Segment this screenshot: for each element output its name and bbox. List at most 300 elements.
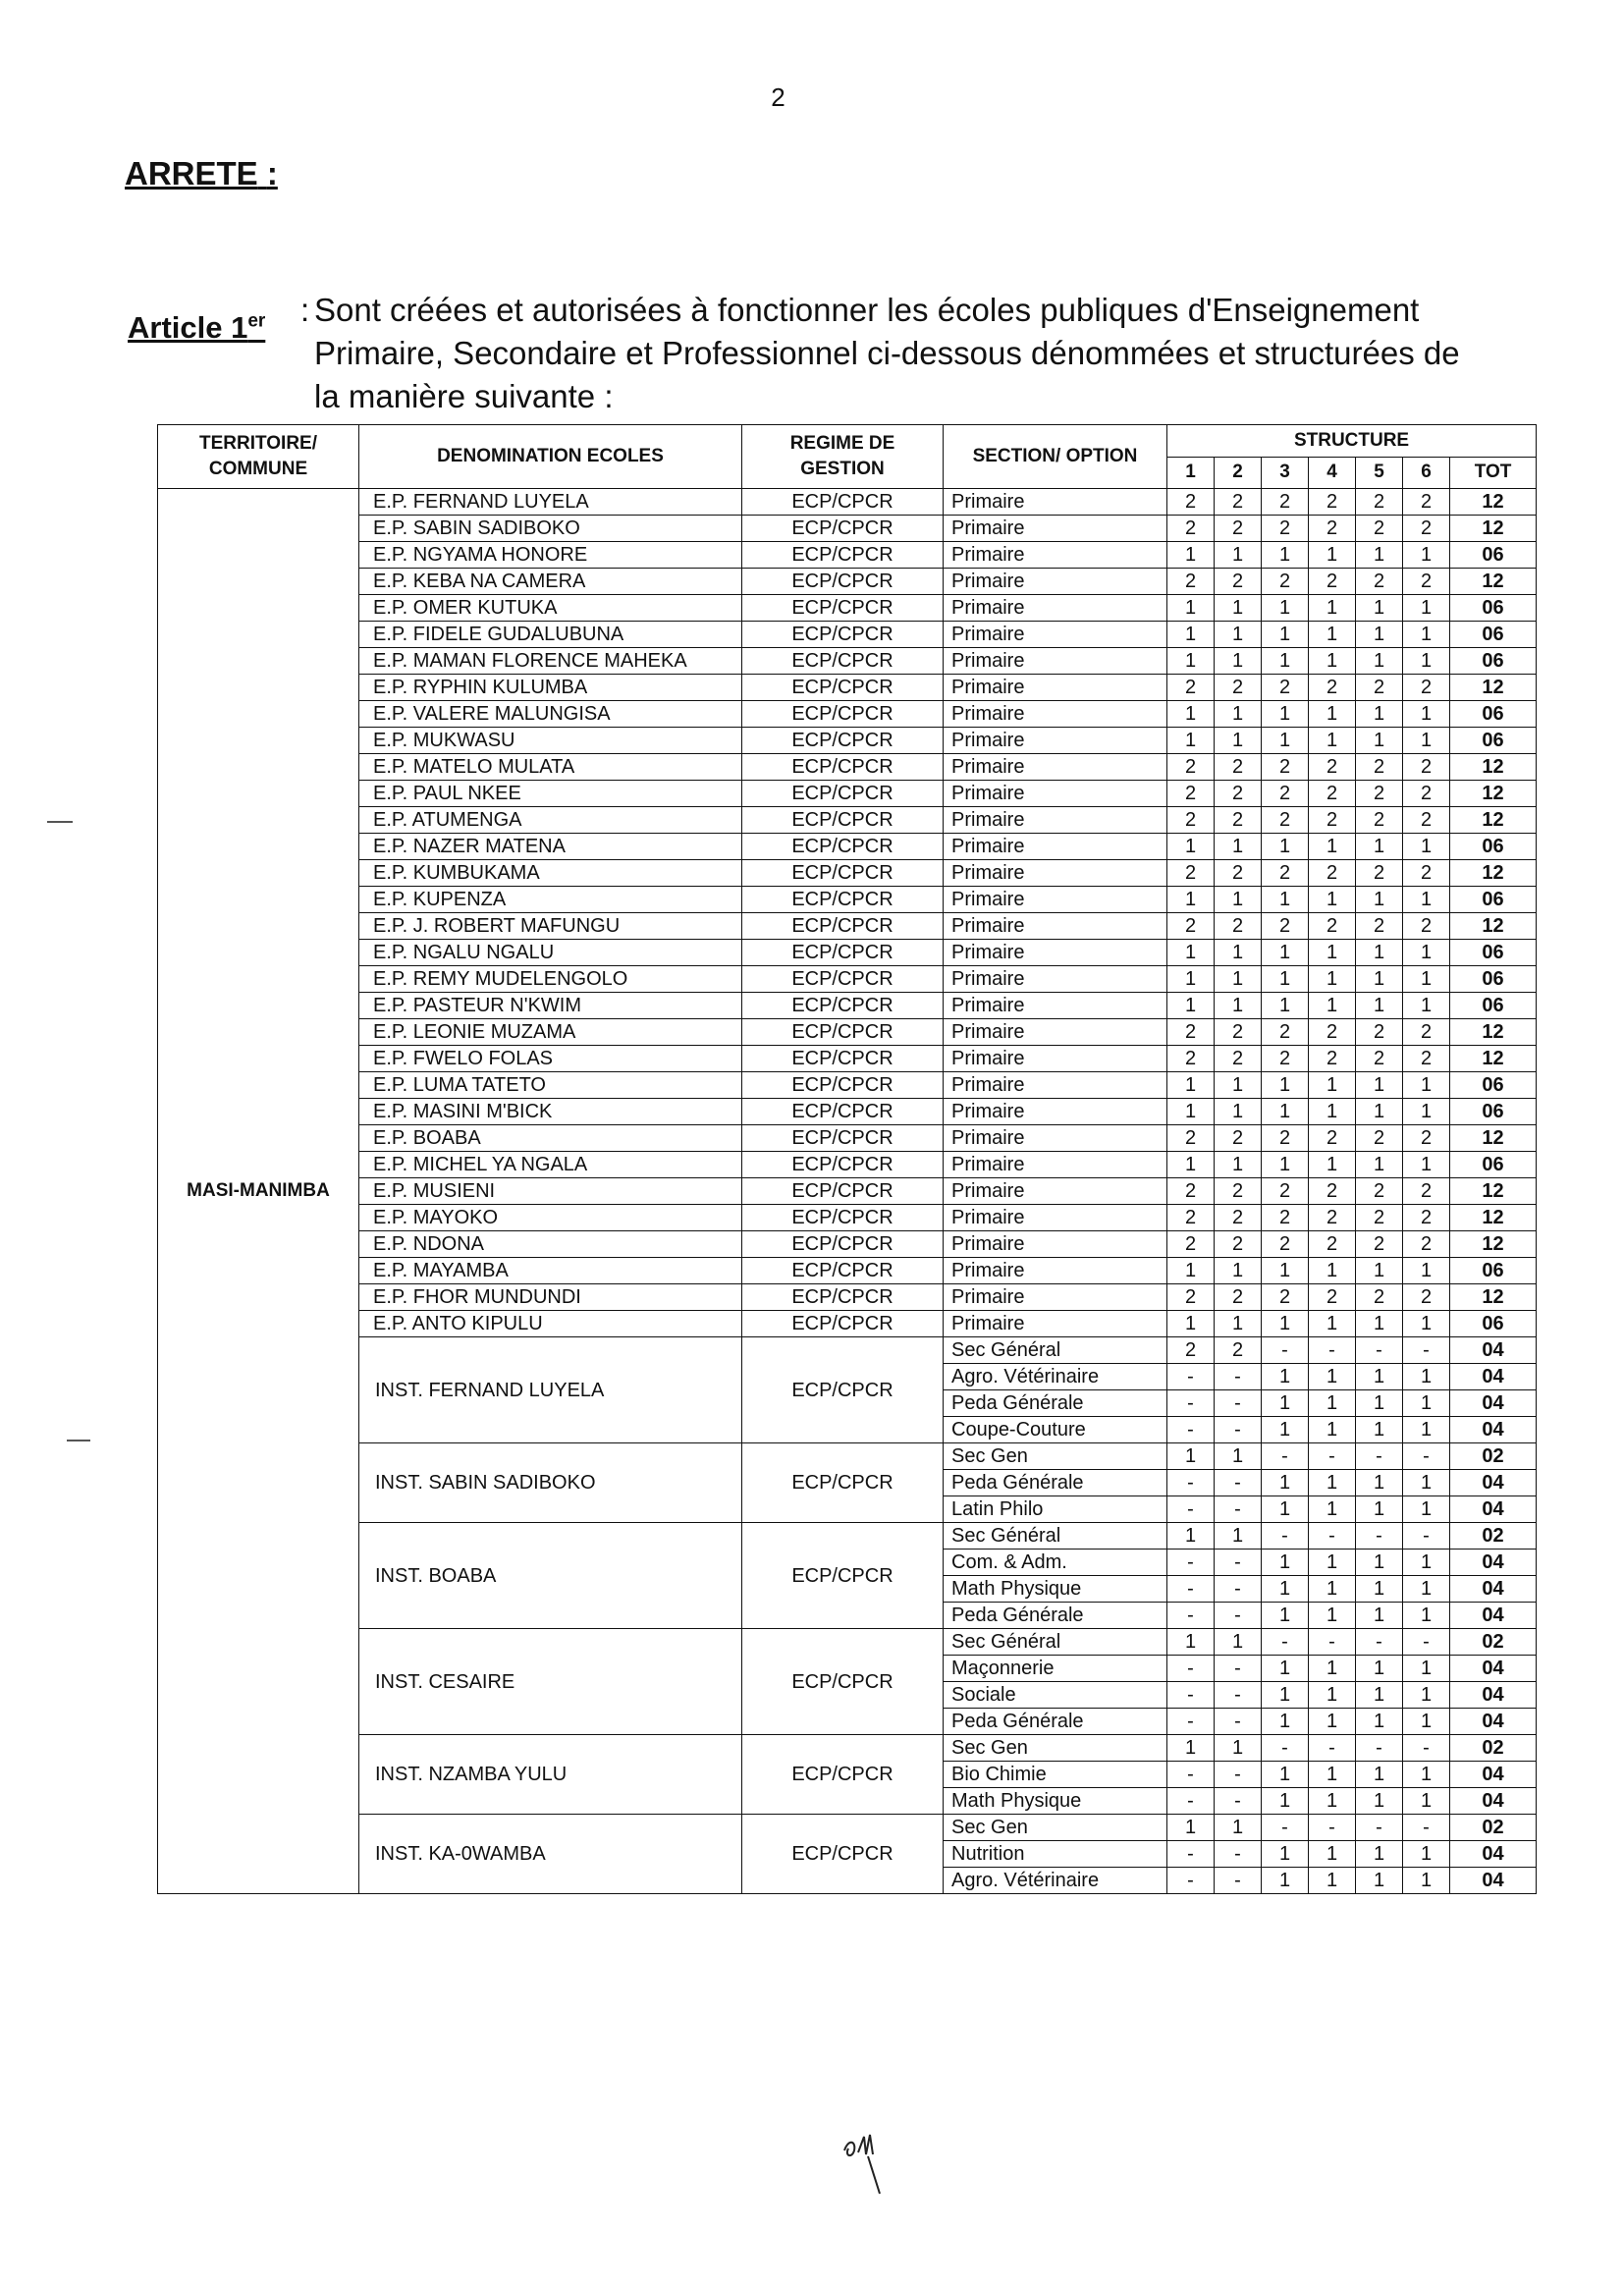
regime-cell: ECP/CPCR <box>742 648 944 675</box>
structure-cell-2: 2 <box>1215 1019 1262 1046</box>
institute-name-cell: INST. SABIN SADIBOKO <box>359 1443 742 1523</box>
regime-cell: ECP/CPCR <box>742 887 944 913</box>
structure-cell-2: 1 <box>1215 1152 1262 1178</box>
margin-mark <box>67 1440 90 1441</box>
structure-cell-4: 1 <box>1309 1576 1356 1603</box>
total-cell: 06 <box>1450 1099 1537 1125</box>
table-row <box>158 807 1537 834</box>
section-cell: Primaire <box>944 1072 1167 1099</box>
total-cell: 04 <box>1450 1841 1537 1868</box>
header-col-3: 3 <box>1262 457 1309 489</box>
structure-cell-4: 2 <box>1309 807 1356 834</box>
regime-cell: ECP/CPCR <box>742 940 944 966</box>
structure-cell-6: 1 <box>1403 1258 1450 1284</box>
section-cell: Primaire <box>944 1046 1167 1072</box>
option-cell: Math Physique <box>944 1788 1167 1815</box>
school-name-cell: E.P. MAYAMBA <box>359 1258 742 1284</box>
regime-cell: ECP/CPCR <box>742 1258 944 1284</box>
table-row <box>158 1815 1537 1841</box>
regime-cell: ECP/CPCR <box>742 1311 944 1337</box>
option-cell: Sec Général <box>944 1523 1167 1550</box>
table-row <box>158 622 1537 648</box>
regime-cell: ECP/CPCR <box>742 1152 944 1178</box>
structure-cell-5: 1 <box>1356 1470 1403 1496</box>
institute-name-cell: INST. KA-0WAMBA <box>359 1815 742 1894</box>
structure-cell-6: 2 <box>1403 569 1450 595</box>
regime-cell: ECP/CPCR <box>742 516 944 542</box>
school-name-cell: E.P. RYPHIN KULUMBA <box>359 675 742 701</box>
structure-cell-5: 2 <box>1356 675 1403 701</box>
structure-cell-6: 1 <box>1403 1550 1450 1576</box>
structure-cell-2: - <box>1215 1841 1262 1868</box>
structure-cell-1: 2 <box>1167 569 1215 595</box>
table-row <box>158 1205 1537 1231</box>
regime-cell: ECP/CPCR <box>742 595 944 622</box>
regime-cell: ECP/CPCR <box>742 542 944 569</box>
total-cell: 06 <box>1450 834 1537 860</box>
school-name-cell: E.P. FWELO FOLAS <box>359 1046 742 1072</box>
section-cell: Primaire <box>944 1178 1167 1205</box>
regime-cell: ECP/CPCR <box>742 1337 944 1443</box>
total-cell: 12 <box>1450 1019 1537 1046</box>
structure-cell-6: 1 <box>1403 1390 1450 1417</box>
regime-cell: ECP/CPCR <box>742 1019 944 1046</box>
school-name-cell: E.P. FHOR MUNDUNDI <box>359 1284 742 1311</box>
total-cell: 06 <box>1450 542 1537 569</box>
section-cell: Primaire <box>944 595 1167 622</box>
option-cell: Nutrition <box>944 1841 1167 1868</box>
total-cell: 12 <box>1450 1178 1537 1205</box>
structure-cell-5: 1 <box>1356 701 1403 728</box>
section-cell: Primaire <box>944 675 1167 701</box>
structure-cell-1: - <box>1167 1788 1215 1815</box>
structure-cell-6: 1 <box>1403 993 1450 1019</box>
table-row <box>158 648 1537 675</box>
schools-table <box>157 424 1537 1894</box>
structure-cell-3: 2 <box>1262 1019 1309 1046</box>
section-cell: Primaire <box>944 754 1167 781</box>
structure-cell-3: 1 <box>1262 1576 1309 1603</box>
school-name-cell: E.P. MUKWASU <box>359 728 742 754</box>
structure-cell-6: 1 <box>1403 1496 1450 1523</box>
school-name-cell: E.P. NAZER MATENA <box>359 834 742 860</box>
structure-cell-3: 1 <box>1262 993 1309 1019</box>
structure-cell-2: 1 <box>1215 1099 1262 1125</box>
total-cell: 12 <box>1450 807 1537 834</box>
table-row <box>158 1523 1537 1550</box>
structure-cell-2: 1 <box>1215 622 1262 648</box>
article-label-text: Article 1 <box>128 310 248 345</box>
structure-cell-5: 1 <box>1356 1258 1403 1284</box>
structure-cell-2: 1 <box>1215 1443 1262 1470</box>
page-number: 2 <box>771 82 785 112</box>
structure-cell-4: 1 <box>1309 1417 1356 1443</box>
structure-cell-6: 1 <box>1403 1762 1450 1788</box>
structure-cell-6: 1 <box>1403 701 1450 728</box>
section-cell: Primaire <box>944 913 1167 940</box>
structure-cell-4: 1 <box>1309 940 1356 966</box>
structure-cell-2: - <box>1215 1709 1262 1735</box>
structure-cell-6: 2 <box>1403 1178 1450 1205</box>
structure-cell-6: 1 <box>1403 1709 1450 1735</box>
structure-cell-6: 2 <box>1403 489 1450 516</box>
structure-cell-4: 1 <box>1309 1258 1356 1284</box>
total-cell: 02 <box>1450 1815 1537 1841</box>
structure-cell-4: - <box>1309 1629 1356 1656</box>
structure-cell-3: 1 <box>1262 1364 1309 1390</box>
regime-cell: ECP/CPCR <box>742 1815 944 1894</box>
structure-cell-5: 1 <box>1356 1417 1403 1443</box>
total-cell: 06 <box>1450 1258 1537 1284</box>
structure-cell-6: 1 <box>1403 595 1450 622</box>
structure-cell-1: - <box>1167 1364 1215 1390</box>
structure-cell-3: 1 <box>1262 1152 1309 1178</box>
structure-cell-2: 2 <box>1215 569 1262 595</box>
structure-cell-1: 2 <box>1167 1019 1215 1046</box>
structure-cell-3: 1 <box>1262 1099 1309 1125</box>
total-cell: 12 <box>1450 1231 1537 1258</box>
structure-cell-5: 1 <box>1356 648 1403 675</box>
structure-cell-3: - <box>1262 1443 1309 1470</box>
structure-cell-4: 1 <box>1309 1762 1356 1788</box>
structure-cell-2: - <box>1215 1656 1262 1682</box>
structure-cell-5: 1 <box>1356 1603 1403 1629</box>
structure-cell-5: 1 <box>1356 1099 1403 1125</box>
regime-cell: ECP/CPCR <box>742 1072 944 1099</box>
structure-cell-2: 2 <box>1215 1125 1262 1152</box>
structure-cell-3: 1 <box>1262 648 1309 675</box>
regime-cell: ECP/CPCR <box>742 913 944 940</box>
school-name-cell: E.P. FIDELE GUDALUBUNA <box>359 622 742 648</box>
structure-cell-5: 2 <box>1356 1231 1403 1258</box>
structure-cell-4: - <box>1309 1815 1356 1841</box>
total-cell: 04 <box>1450 1576 1537 1603</box>
section-cell: Primaire <box>944 1019 1167 1046</box>
structure-cell-6: 2 <box>1403 1019 1450 1046</box>
structure-cell-1: 2 <box>1167 807 1215 834</box>
section-cell: Primaire <box>944 701 1167 728</box>
structure-cell-4: 1 <box>1309 1364 1356 1390</box>
section-cell: Primaire <box>944 728 1167 754</box>
regime-cell: ECP/CPCR <box>742 622 944 648</box>
article-label <box>128 310 265 346</box>
structure-cell-1: 2 <box>1167 1125 1215 1152</box>
total-cell: 12 <box>1450 489 1537 516</box>
structure-cell-5: 1 <box>1356 1364 1403 1390</box>
structure-cell-6: 2 <box>1403 1205 1450 1231</box>
structure-cell-1: 1 <box>1167 728 1215 754</box>
structure-cell-5: 1 <box>1356 966 1403 993</box>
table-row <box>158 595 1537 622</box>
regime-cell: ECP/CPCR <box>742 701 944 728</box>
structure-cell-4: - <box>1309 1735 1356 1762</box>
structure-cell-2: 2 <box>1215 1337 1262 1364</box>
structure-cell-3: 1 <box>1262 1550 1309 1576</box>
section-cell: Primaire <box>944 860 1167 887</box>
structure-cell-5: 2 <box>1356 1125 1403 1152</box>
regime-cell: ECP/CPCR <box>742 1178 944 1205</box>
total-cell: 06 <box>1450 993 1537 1019</box>
structure-cell-2: 1 <box>1215 595 1262 622</box>
total-cell: 06 <box>1450 1072 1537 1099</box>
structure-cell-2: - <box>1215 1682 1262 1709</box>
structure-cell-3: 1 <box>1262 1709 1309 1735</box>
section-cell: Primaire <box>944 1205 1167 1231</box>
option-cell: Com. & Adm. <box>944 1550 1167 1576</box>
option-cell: Agro. Vétérinaire <box>944 1868 1167 1894</box>
structure-cell-1: 1 <box>1167 648 1215 675</box>
structure-cell-4: 1 <box>1309 887 1356 913</box>
total-cell: 12 <box>1450 516 1537 542</box>
structure-cell-1: 2 <box>1167 1046 1215 1072</box>
school-name-cell: E.P. LUMA TATETO <box>359 1072 742 1099</box>
structure-cell-6: 2 <box>1403 860 1450 887</box>
structure-cell-4: 1 <box>1309 966 1356 993</box>
regime-cell: ECP/CPCR <box>742 993 944 1019</box>
structure-cell-5: 2 <box>1356 1284 1403 1311</box>
table-row <box>158 860 1537 887</box>
table-row <box>158 489 1537 516</box>
structure-cell-1: 2 <box>1167 1337 1215 1364</box>
structure-cell-6: 2 <box>1403 1231 1450 1258</box>
structure-cell-1: - <box>1167 1709 1215 1735</box>
structure-cell-6: - <box>1403 1443 1450 1470</box>
section-cell: Primaire <box>944 1284 1167 1311</box>
structure-cell-6: 1 <box>1403 1072 1450 1099</box>
structure-cell-6: 1 <box>1403 1656 1450 1682</box>
structure-cell-4: 2 <box>1309 1284 1356 1311</box>
header-section: SECTION/ OPTION <box>944 425 1167 489</box>
section-cell: Primaire <box>944 516 1167 542</box>
structure-cell-5: 1 <box>1356 1656 1403 1682</box>
option-cell: Coupe-Couture <box>944 1417 1167 1443</box>
school-name-cell: E.P. J. ROBERT MAFUNGU <box>359 913 742 940</box>
structure-cell-6: 1 <box>1403 834 1450 860</box>
structure-cell-5: 1 <box>1356 1709 1403 1735</box>
structure-cell-5: - <box>1356 1735 1403 1762</box>
section-cell: Primaire <box>944 807 1167 834</box>
regime-cell: ECP/CPCR <box>742 1046 944 1072</box>
structure-cell-3: 1 <box>1262 595 1309 622</box>
regime-cell: ECP/CPCR <box>742 489 944 516</box>
structure-cell-1: 1 <box>1167 1099 1215 1125</box>
structure-cell-3: - <box>1262 1629 1309 1656</box>
option-cell: Bio Chimie <box>944 1762 1167 1788</box>
structure-cell-4: 1 <box>1309 1470 1356 1496</box>
regime-cell: ECP/CPCR <box>742 1125 944 1152</box>
structure-cell-4: 1 <box>1309 622 1356 648</box>
structure-cell-2: 2 <box>1215 489 1262 516</box>
total-cell: 04 <box>1450 1682 1537 1709</box>
institute-name-cell: INST. FERNAND LUYELA <box>359 1337 742 1443</box>
total-cell: 12 <box>1450 1205 1537 1231</box>
table-row <box>158 1178 1537 1205</box>
section-cell: Primaire <box>944 1258 1167 1284</box>
structure-cell-2: 1 <box>1215 648 1262 675</box>
structure-cell-1: 1 <box>1167 993 1215 1019</box>
structure-cell-2: 1 <box>1215 1629 1262 1656</box>
structure-cell-1: 1 <box>1167 701 1215 728</box>
total-cell: 06 <box>1450 648 1537 675</box>
structure-cell-4: 1 <box>1309 1496 1356 1523</box>
structure-cell-6: - <box>1403 1629 1450 1656</box>
total-cell: 06 <box>1450 887 1537 913</box>
structure-cell-4: 1 <box>1309 1868 1356 1894</box>
total-cell: 04 <box>1450 1496 1537 1523</box>
structure-cell-6: 1 <box>1403 1099 1450 1125</box>
section-cell: Primaire <box>944 887 1167 913</box>
total-cell: 04 <box>1450 1868 1537 1894</box>
structure-cell-5: 1 <box>1356 993 1403 1019</box>
regime-cell: ECP/CPCR <box>742 569 944 595</box>
structure-cell-5: 1 <box>1356 1682 1403 1709</box>
regime-cell: ECP/CPCR <box>742 1523 944 1629</box>
total-cell: 12 <box>1450 1125 1537 1152</box>
table-row <box>158 1231 1537 1258</box>
section-cell: Primaire <box>944 542 1167 569</box>
table-row <box>158 913 1537 940</box>
header-regime: REGIME DE GESTION <box>742 425 944 489</box>
structure-cell-3: 2 <box>1262 675 1309 701</box>
structure-cell-2: - <box>1215 1576 1262 1603</box>
header-col-2: 2 <box>1215 457 1262 489</box>
section-cell: Primaire <box>944 940 1167 966</box>
school-name-cell: E.P. MAYOKO <box>359 1205 742 1231</box>
section-cell: Primaire <box>944 966 1167 993</box>
institute-name-cell: INST. NZAMBA YULU <box>359 1735 742 1815</box>
margin-mark <box>47 821 73 823</box>
section-cell: Primaire <box>944 993 1167 1019</box>
structure-cell-3: - <box>1262 1815 1309 1841</box>
structure-cell-2: - <box>1215 1550 1262 1576</box>
structure-cell-6: 2 <box>1403 675 1450 701</box>
structure-cell-3: 2 <box>1262 1046 1309 1072</box>
structure-cell-2: 1 <box>1215 1258 1262 1284</box>
structure-cell-1: 1 <box>1167 595 1215 622</box>
school-name-cell: E.P. KEBA NA CAMERA <box>359 569 742 595</box>
section-cell: Primaire <box>944 781 1167 807</box>
table-row <box>158 1046 1537 1072</box>
structure-cell-6: 1 <box>1403 648 1450 675</box>
structure-cell-5: 1 <box>1356 1550 1403 1576</box>
structure-cell-1: 2 <box>1167 516 1215 542</box>
structure-cell-5: 2 <box>1356 1019 1403 1046</box>
structure-cell-3: - <box>1262 1735 1309 1762</box>
structure-cell-1: 2 <box>1167 860 1215 887</box>
structure-cell-2: 1 <box>1215 966 1262 993</box>
structure-cell-5: 1 <box>1356 1072 1403 1099</box>
structure-cell-2: 1 <box>1215 940 1262 966</box>
structure-cell-6: 2 <box>1403 913 1450 940</box>
structure-cell-1: 1 <box>1167 966 1215 993</box>
structure-cell-2: 1 <box>1215 542 1262 569</box>
structure-cell-3: 2 <box>1262 807 1309 834</box>
total-cell: 12 <box>1450 754 1537 781</box>
structure-cell-3: 1 <box>1262 834 1309 860</box>
regime-cell: ECP/CPCR <box>742 1629 944 1735</box>
regime-cell: ECP/CPCR <box>742 860 944 887</box>
structure-cell-3: 1 <box>1262 1603 1309 1629</box>
table-row <box>158 1629 1537 1656</box>
structure-cell-4: 2 <box>1309 1178 1356 1205</box>
structure-cell-5: 1 <box>1356 887 1403 913</box>
structure-cell-1: 1 <box>1167 1523 1215 1550</box>
structure-cell-1: 1 <box>1167 1072 1215 1099</box>
structure-cell-6: - <box>1403 1735 1450 1762</box>
school-name-cell: E.P. MASINI M'BICK <box>359 1099 742 1125</box>
structure-cell-4: 2 <box>1309 860 1356 887</box>
structure-cell-1: - <box>1167 1576 1215 1603</box>
total-cell: 12 <box>1450 1046 1537 1072</box>
structure-cell-3: 1 <box>1262 1656 1309 1682</box>
structure-cell-5: 1 <box>1356 1788 1403 1815</box>
school-name-cell: E.P. ANTO KIPULU <box>359 1311 742 1337</box>
structure-cell-4: 1 <box>1309 1788 1356 1815</box>
structure-cell-4: 2 <box>1309 489 1356 516</box>
total-cell: 12 <box>1450 860 1537 887</box>
structure-cell-4: 1 <box>1309 1390 1356 1417</box>
regime-cell: ECP/CPCR <box>742 754 944 781</box>
structure-cell-3: 2 <box>1262 489 1309 516</box>
structure-cell-5: 2 <box>1356 781 1403 807</box>
structure-cell-3: 1 <box>1262 1868 1309 1894</box>
structure-cell-5: 1 <box>1356 1841 1403 1868</box>
option-cell: Peda Générale <box>944 1603 1167 1629</box>
structure-cell-5: 2 <box>1356 1205 1403 1231</box>
header-col-6: 6 <box>1403 457 1450 489</box>
table-row <box>158 675 1537 701</box>
structure-cell-4: 2 <box>1309 569 1356 595</box>
structure-cell-3: 1 <box>1262 1682 1309 1709</box>
structure-cell-5: - <box>1356 1815 1403 1841</box>
total-cell: 06 <box>1450 1152 1537 1178</box>
school-name-cell: E.P. NGALU NGALU <box>359 940 742 966</box>
table-row <box>158 1019 1537 1046</box>
total-cell: 04 <box>1450 1364 1537 1390</box>
table-row <box>158 542 1537 569</box>
header-denomination: DENOMINATION ECOLES <box>359 425 742 489</box>
structure-cell-4: 2 <box>1309 1125 1356 1152</box>
structure-cell-6: 1 <box>1403 1603 1450 1629</box>
table-row <box>158 1311 1537 1337</box>
structure-cell-1: 1 <box>1167 622 1215 648</box>
structure-cell-2: - <box>1215 1417 1262 1443</box>
structure-cell-2: 2 <box>1215 913 1262 940</box>
regime-cell: ECP/CPCR <box>742 1443 944 1523</box>
structure-cell-4: 2 <box>1309 1231 1356 1258</box>
structure-cell-2: 2 <box>1215 1205 1262 1231</box>
structure-cell-1: 2 <box>1167 675 1215 701</box>
structure-cell-4: 1 <box>1309 1152 1356 1178</box>
structure-cell-2: - <box>1215 1496 1262 1523</box>
school-name-cell: E.P. FERNAND LUYELA <box>359 489 742 516</box>
table-row <box>158 940 1537 966</box>
school-name-cell: E.P. NGYAMA HONORE <box>359 542 742 569</box>
total-cell: 04 <box>1450 1550 1537 1576</box>
table-row <box>158 701 1537 728</box>
total-cell: 02 <box>1450 1735 1537 1762</box>
school-name-cell: E.P. LEONIE MUZAMA <box>359 1019 742 1046</box>
option-cell: Sec Général <box>944 1629 1167 1656</box>
table-row <box>158 1258 1537 1284</box>
structure-cell-5: 1 <box>1356 834 1403 860</box>
regime-cell: ECP/CPCR <box>742 728 944 754</box>
table-row <box>158 1152 1537 1178</box>
structure-cell-2: 1 <box>1215 1311 1262 1337</box>
structure-cell-6: 1 <box>1403 940 1450 966</box>
structure-cell-4: 1 <box>1309 542 1356 569</box>
header-col-tot: TOT <box>1450 457 1537 489</box>
